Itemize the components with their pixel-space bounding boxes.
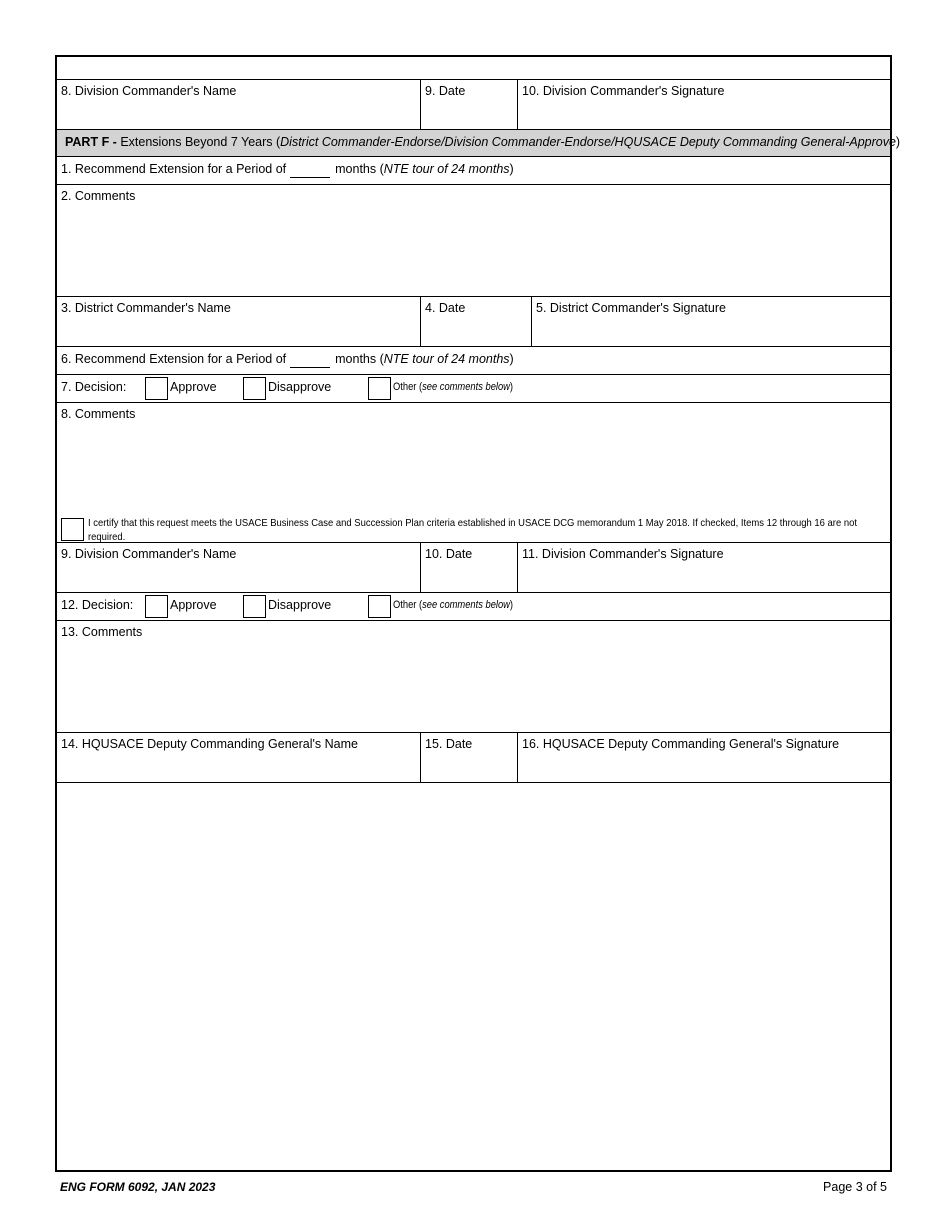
item6-text — [61, 352, 514, 368]
part-f-title-text: Extensions Beyond 7 Years ( — [120, 135, 281, 149]
item7-other-italic: see comments below — [422, 381, 510, 393]
top-empty-row — [57, 57, 890, 80]
item4-label: 4. Date — [425, 301, 466, 315]
item1-nte: NTE tour of 24 months — [383, 162, 510, 176]
form-page — [55, 55, 901, 1172]
item8-comments-label: 8. Comments — [61, 407, 136, 421]
item16-label: 16. HQUSACE Deputy Commanding General's Signature — [522, 737, 840, 751]
part-f-header — [57, 130, 901, 157]
item4-date-cell[interactable] — [420, 297, 531, 346]
hqusace-approval-row — [57, 733, 890, 783]
item2-comments-label: 2. Comments — [61, 189, 136, 203]
item7-disapprove-checkbox[interactable] — [243, 377, 266, 400]
item7-decision-row — [57, 375, 890, 403]
item12-decision-row — [57, 593, 890, 621]
district-commander-row — [57, 297, 890, 347]
item1-text — [61, 162, 514, 178]
item1-close: ) — [509, 162, 514, 176]
item1-prefix: 1. Recommend Extension for a Period of — [61, 162, 287, 176]
item12-other-italic: see comments below — [422, 599, 510, 611]
item13-comments-row[interactable] — [57, 621, 890, 733]
item5-label: 5. District Commander's Signature — [536, 301, 726, 315]
item12-other-checkbox[interactable] — [368, 595, 391, 618]
item7-approve-checkbox[interactable] — [145, 377, 168, 400]
certify-checkbox[interactable] — [61, 518, 84, 541]
district-commander-name-cell[interactable] — [57, 297, 420, 346]
division-commander-signature-label: 10. Division Commander's Signature — [522, 84, 725, 98]
item12-other-close: ) — [509, 599, 514, 611]
item1-months-input[interactable] — [290, 165, 330, 178]
item11-label: 11. Division Commander's Signature — [522, 547, 724, 561]
item3-label: 3. District Commander's Name — [61, 301, 231, 315]
item14-name-cell[interactable] — [57, 733, 420, 782]
division-commander-row — [57, 80, 890, 130]
item12-other-text: Other ( — [393, 599, 423, 611]
page-number: Page 3 of 5 — [823, 1180, 887, 1194]
item7-approve-label: Approve — [170, 380, 217, 394]
item7-other-checkbox[interactable] — [368, 377, 391, 400]
item13-comments-label: 13. Comments — [61, 625, 143, 639]
item7-disapprove-label: Disapprove — [268, 380, 332, 394]
item6-months: months ( — [335, 352, 384, 366]
item6-row — [57, 347, 890, 375]
item12-other-label — [393, 599, 513, 611]
item2-comments-row[interactable] — [57, 185, 890, 297]
part-f-title — [65, 135, 900, 149]
division-commander-name-cell[interactable] — [57, 80, 420, 129]
date-cell[interactable] — [420, 80, 517, 129]
item15-label: 15. Date — [425, 737, 473, 751]
item15-date-cell[interactable] — [420, 733, 517, 782]
part-f-title-italic: District Commander-Endorse/Division Commander-Endorse/HQUSACE Deputy Commanding General-Approve — [280, 135, 896, 149]
item16-signature-cell[interactable] — [517, 733, 890, 782]
part-f-title-close: ) — [895, 135, 901, 149]
item9-label: 9. Division Commander's Name — [61, 547, 237, 561]
division-commander-name-label: 8. Division Commander's Name — [61, 84, 237, 98]
item6-close: ) — [509, 352, 514, 366]
date-label: 9. Date — [425, 84, 466, 98]
item7-label: 7. Decision: — [61, 380, 127, 394]
item1-row — [57, 157, 890, 185]
item7-other-close: ) — [509, 381, 514, 393]
item12-approve-label: Approve — [170, 598, 217, 612]
item7-other-label — [393, 381, 513, 393]
item12-disapprove-label: Disapprove — [268, 598, 332, 612]
part-f-label: PART F - — [65, 135, 121, 149]
item12-label: 12. Decision: — [61, 598, 134, 612]
district-commander-signature-cell[interactable] — [531, 297, 890, 346]
item6-nte: NTE tour of 24 months — [383, 352, 510, 366]
item11-signature-cell[interactable] — [517, 543, 890, 592]
item12-approve-checkbox[interactable] — [145, 595, 168, 618]
item10-label: 10. Date — [425, 547, 473, 561]
item1-months: months ( — [335, 162, 384, 176]
item12-disapprove-checkbox[interactable] — [243, 595, 266, 618]
certify-row — [57, 515, 890, 543]
item6-prefix: 6. Recommend Extension for a Period of — [61, 352, 287, 366]
item9-name-cell[interactable] — [57, 543, 420, 592]
item10-date-cell[interactable] — [420, 543, 517, 592]
item7-other-text: Other ( — [393, 381, 423, 393]
item8-comments-row[interactable] — [57, 403, 890, 515]
certify-text: I certify that this request meets the USACE Business Case and Succession Plan criteria established in USACE DCG memorandum 1 May 2018. If checked, Items 12 through 16 are not required. — [88, 517, 857, 543]
division-commander-signature-cell[interactable] — [517, 80, 890, 129]
division-commander-approval-row — [57, 543, 890, 593]
item14-label: 14. HQUSACE Deputy Commanding General's Name — [61, 737, 358, 751]
item6-months-input[interactable] — [290, 355, 330, 368]
form-identifier: ENG FORM 6092, JAN 2023 — [60, 1180, 216, 1194]
